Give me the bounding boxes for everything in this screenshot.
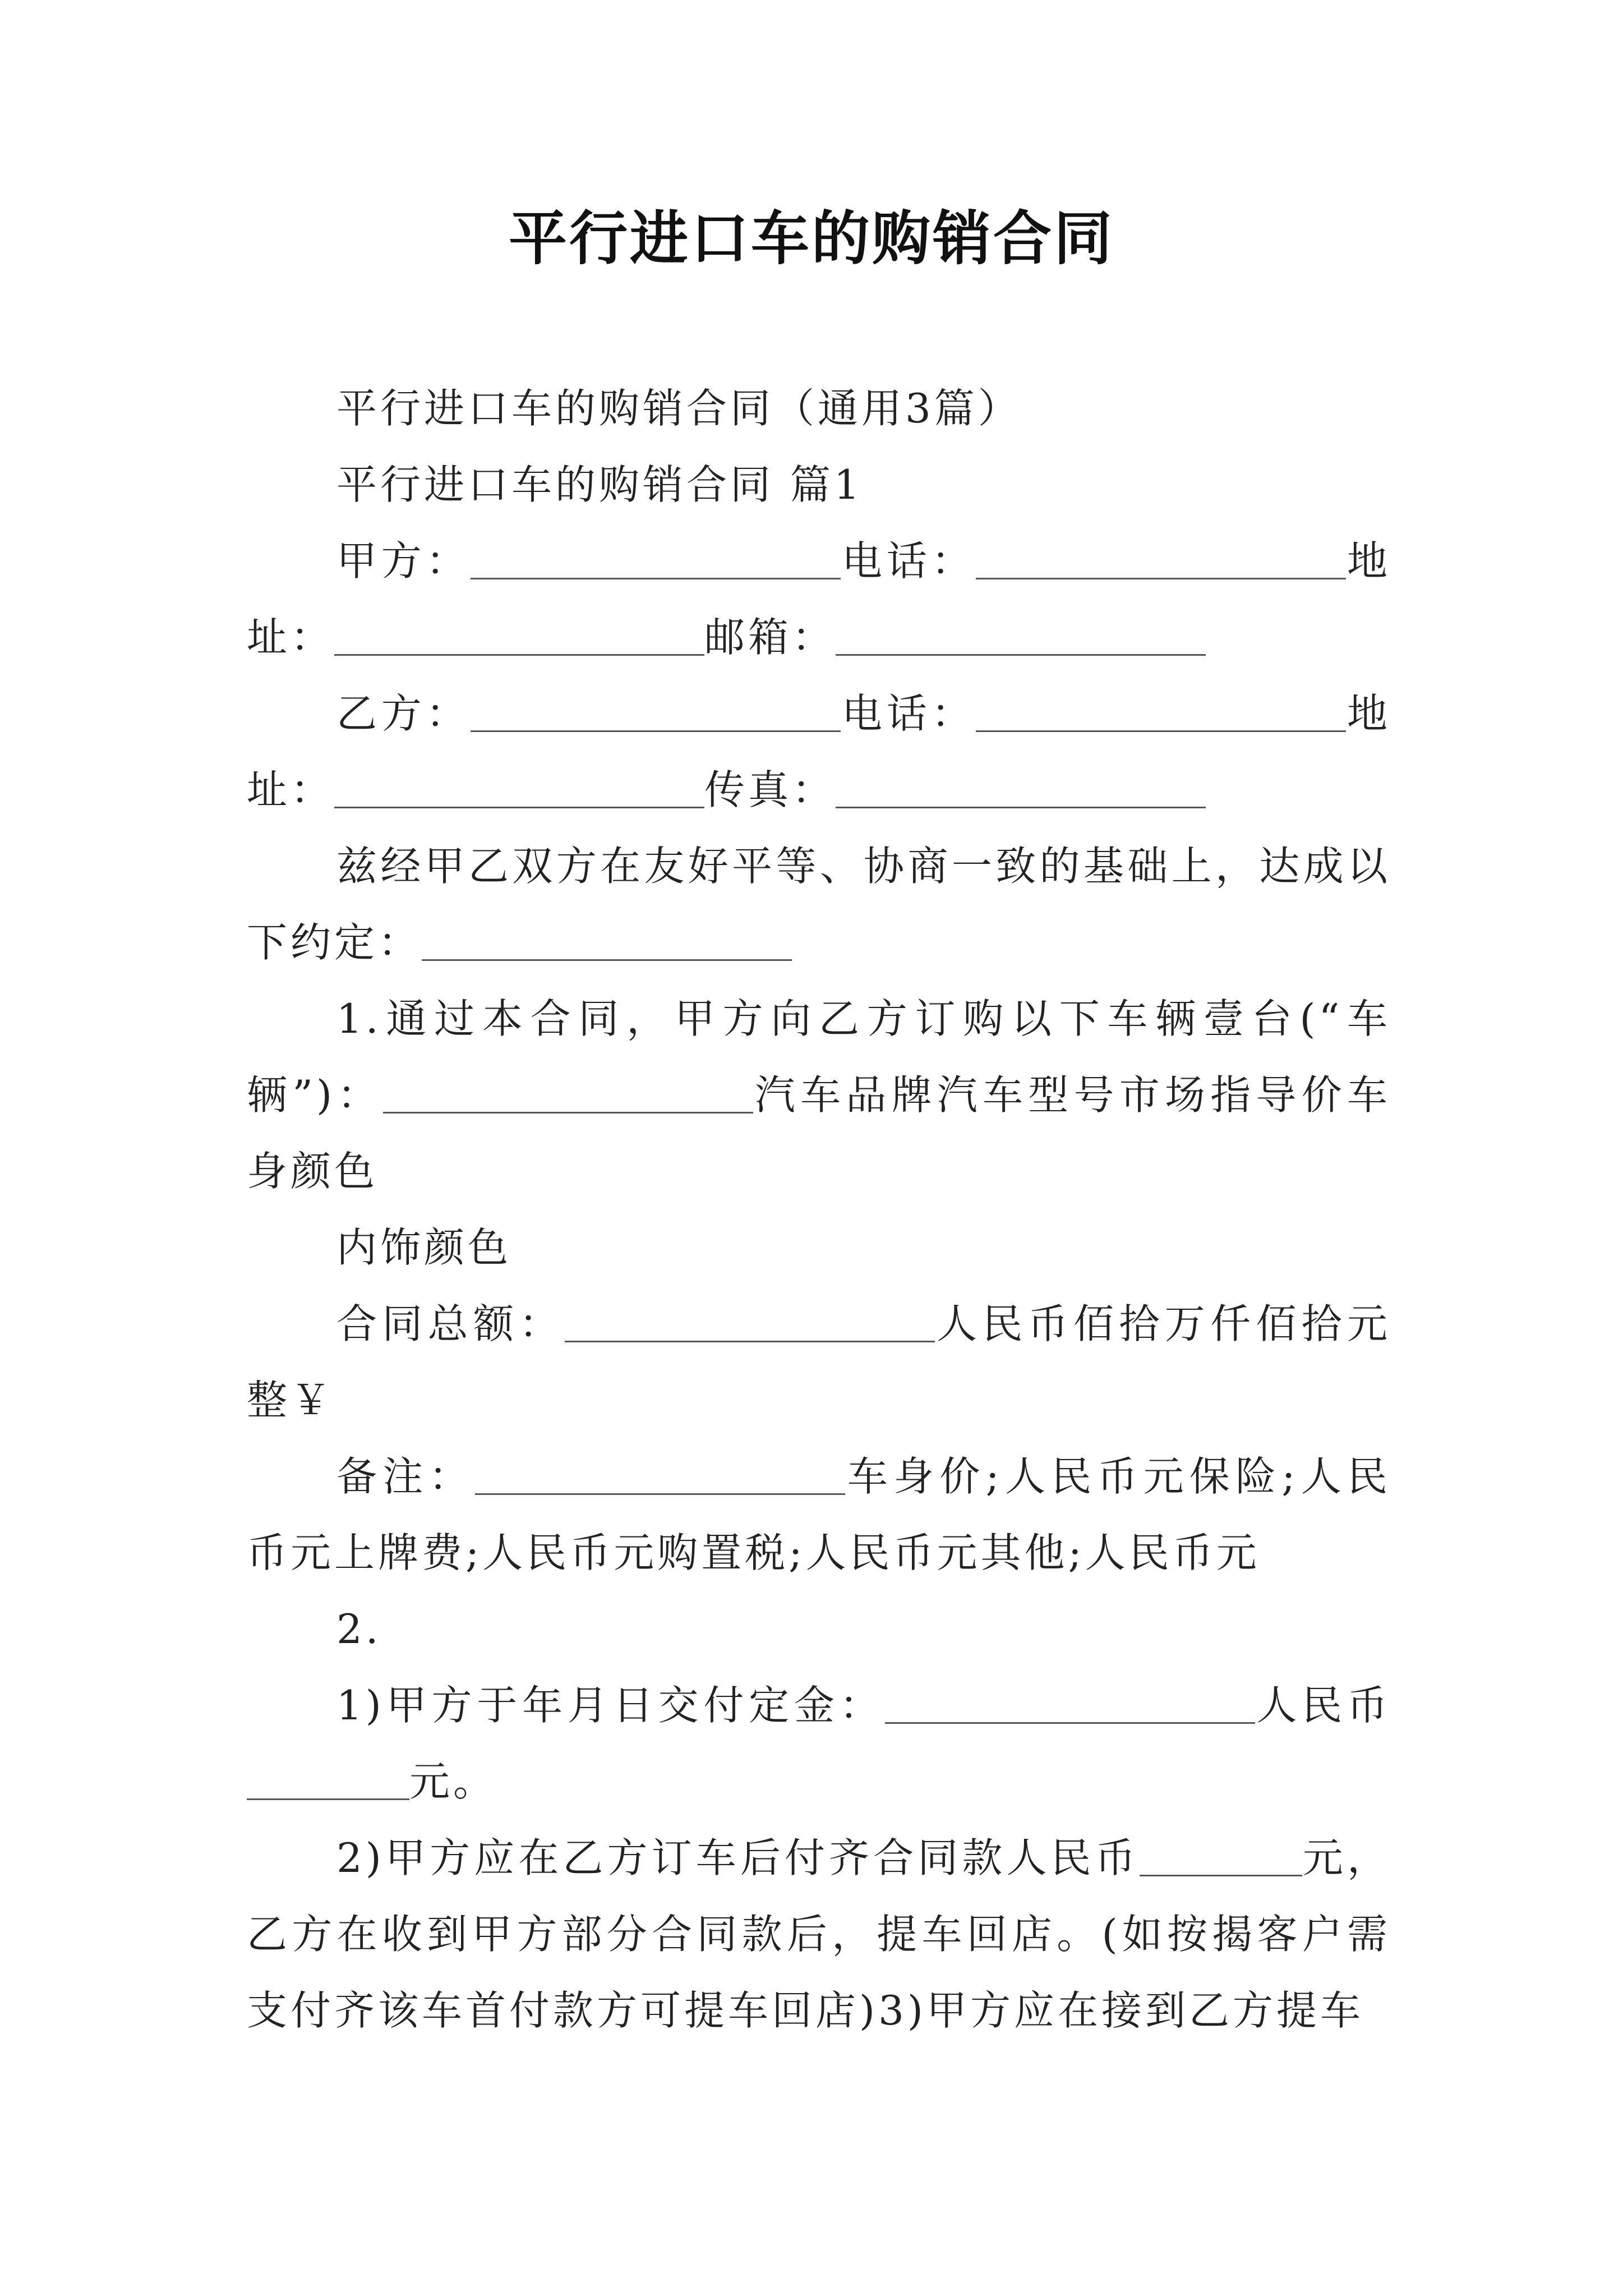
party-a-email-blank <box>836 615 1206 656</box>
party-b-name-blank <box>471 691 841 732</box>
clause-2-2-paragraph <box>247 1820 1391 2049</box>
clause-2-heading: 2. <box>336 1605 382 1653</box>
party-b-label: 乙方： <box>336 690 471 737</box>
party-a-address-label: 地址： <box>247 537 1391 661</box>
clause-1-prefix: 1.通过本合同，甲方向乙方订购以下车辆壹台(“车辆”)： <box>247 995 1391 1119</box>
party-a-phone-label: 电话： <box>841 537 976 585</box>
subtitle-line: 平行进口车的购销合同（通用3篇） <box>336 385 1022 432</box>
total-label: 合同总额： <box>336 1300 565 1347</box>
deposit-blank <box>885 1683 1255 1724</box>
section-heading: 平行进口车的购销合同 篇1 <box>336 461 863 508</box>
clause-2-2-suffix: 元，乙方在收到甲方部分合同款后，提车回店。(如按揭客户需支付齐该车首付款方可提车回店)3)甲方应在接到乙方提车 <box>247 1834 1391 2034</box>
clause-1-paragraph <box>247 981 1391 1209</box>
remarks-blank <box>475 1454 845 1495</box>
party-a-line <box>247 523 1391 675</box>
intro-text: 兹经甲乙双方在友好平等、协商一致的基础上，达成以下约定： <box>247 843 1391 966</box>
total-amount-paragraph <box>247 1286 1391 1438</box>
clause-2-2-prefix: 2)甲方应在乙方订车后付齐合同款人民币 <box>336 1834 1140 1881</box>
remarks-text: 车身价;人民币元保险;人民币元上牌费;人民币元购置税;人民币元其他;人民币元 <box>247 1453 1391 1576</box>
clause-2-1-mid: 人民币 <box>1255 1682 1391 1729</box>
party-b-phone-label: 电话： <box>841 690 976 737</box>
party-a-label: 甲方： <box>336 537 471 585</box>
party-a-phone-blank <box>976 539 1346 579</box>
payment-amount-blank <box>1140 1835 1302 1876</box>
party-b-phone-blank <box>976 691 1346 732</box>
vehicle-blank <box>383 1073 753 1114</box>
party-a-email-label: 邮箱： <box>704 614 836 661</box>
intro-paragraph <box>247 828 1391 981</box>
intro-blank <box>422 920 792 961</box>
deposit-amount-blank <box>247 1759 409 1800</box>
party-a-name-blank <box>471 539 841 579</box>
interior-color-line: 内饰颜色 <box>336 1224 512 1271</box>
remarks-paragraph <box>247 1438 1391 1591</box>
clause-2-1-prefix: 1)甲方于年月日交付定金： <box>336 1682 885 1729</box>
clause-2-1-paragraph <box>247 1667 1391 1820</box>
document-body <box>247 370 1391 2049</box>
total-amount-blank <box>565 1301 935 1342</box>
party-b-address-label: 地址： <box>247 690 1391 813</box>
clause-1-suffix: 汽车品牌汽车型号市场指导价车身颜色 <box>247 1071 1391 1195</box>
remarks-label: 备注： <box>336 1453 475 1500</box>
party-b-fax-blank <box>836 767 1206 808</box>
party-b-line <box>247 675 1391 828</box>
party-b-fax-label: 传真： <box>704 766 836 813</box>
clause-2-1-suffix: 元。 <box>409 1758 497 1805</box>
party-a-address-blank <box>334 615 704 656</box>
total-suffix: 人民币佰拾万仟佰拾元整￥ <box>247 1300 1391 1424</box>
document-title: 平行进口车的购销合同 <box>508 204 1114 273</box>
party-b-address-blank <box>334 767 704 808</box>
